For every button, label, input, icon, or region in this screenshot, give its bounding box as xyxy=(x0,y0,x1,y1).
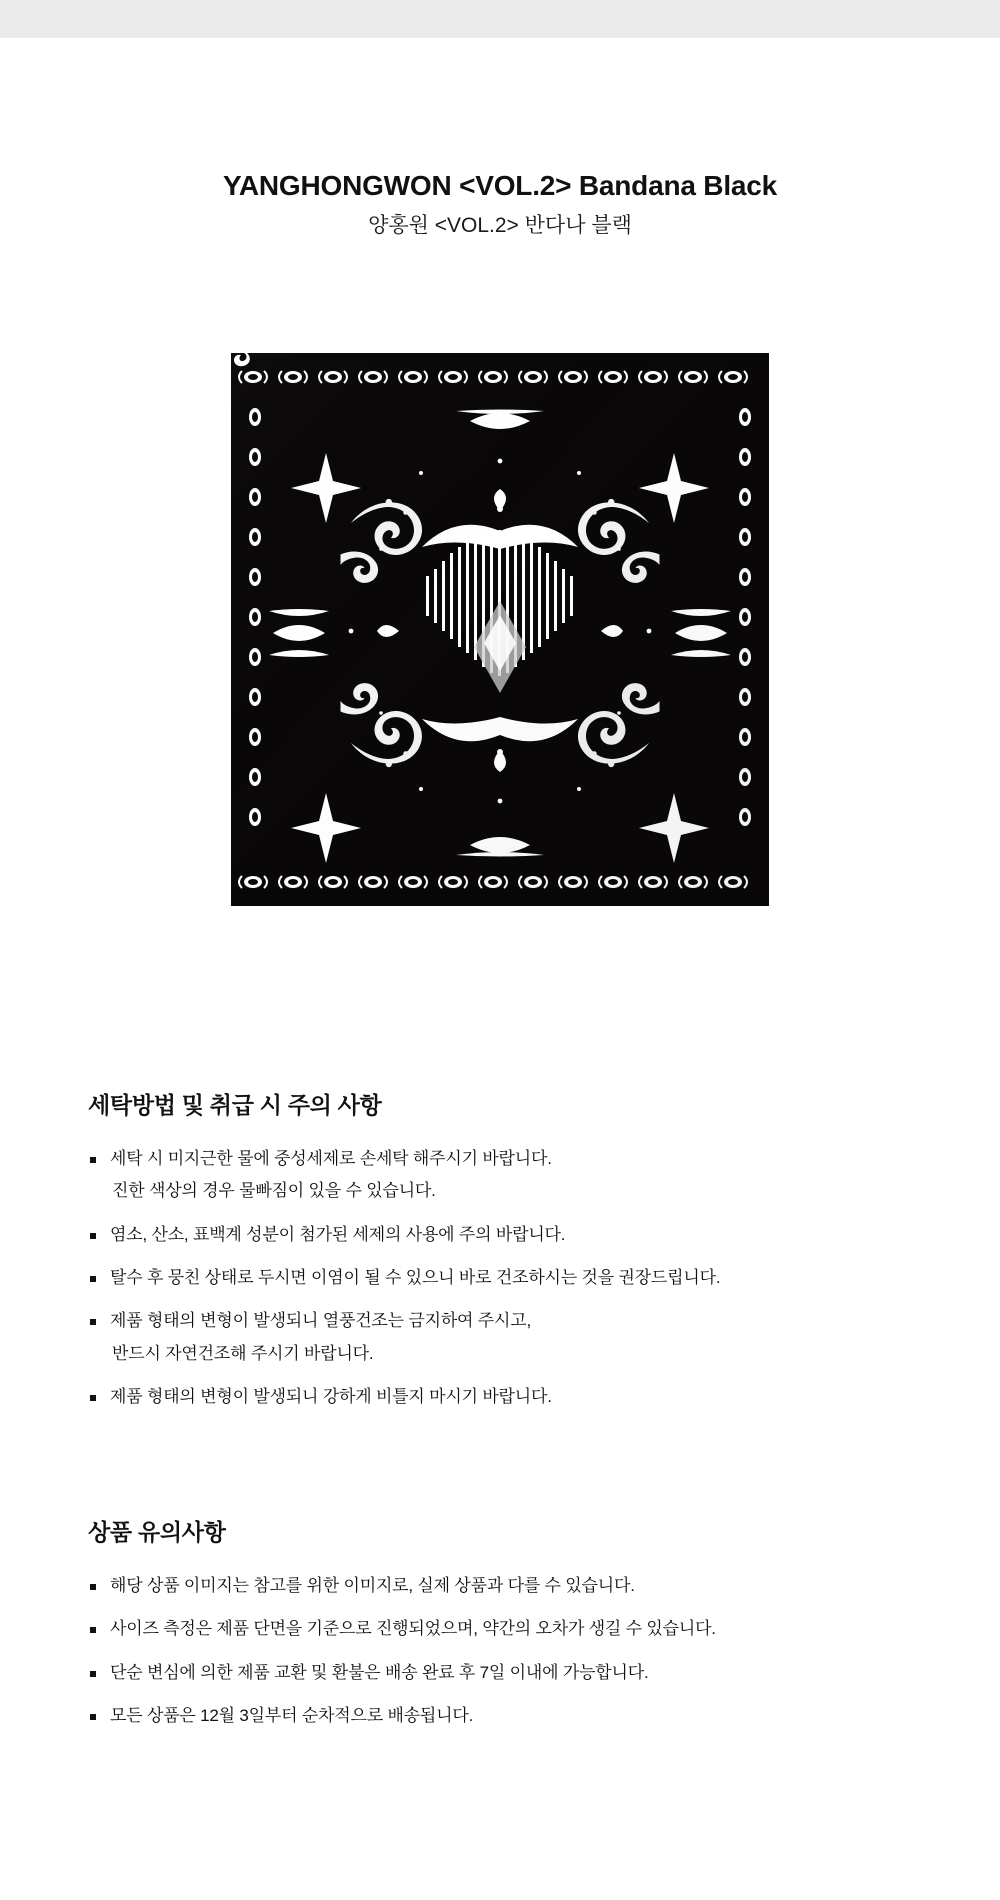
list-item xyxy=(88,1703,928,1729)
list-item-continuation: 반드시 자연건조해 주시기 바랍니다. xyxy=(112,1343,374,1363)
list-item xyxy=(88,1660,928,1686)
care-instructions-section xyxy=(88,1068,928,1427)
list-item-text: 염소, 산소, 표백계 성분이 첨가된 세제의 사용에 주의 바랍니다. xyxy=(110,1224,566,1244)
list-item-continuation: 진한 색상의 경우 물빠짐이 있을 수 있습니다. xyxy=(112,1181,436,1201)
list-item-text: 단순 변심에 의한 제품 교환 및 환불은 배송 완료 후 7일 이내에 가능합니다. xyxy=(110,1662,649,1682)
list-item-text: 제품 형태의 변형이 발생되니 열풍건조는 금지하여 주시고, xyxy=(110,1311,531,1331)
list-item xyxy=(88,1308,928,1367)
list-item xyxy=(88,1222,928,1248)
list-item-text: 탈수 후 뭉친 상태로 두시면 이염이 될 수 있으니 바로 건조하시는 것을 권장드립니다. xyxy=(110,1268,721,1288)
list-item-text: 제품 형태의 변형이 발생되니 강하게 비틀지 마시기 바랍니다. xyxy=(110,1387,552,1407)
page-title: YANGHONGWON <VOL.2> Bandana Black xyxy=(222,170,778,201)
product-notice-section xyxy=(88,1495,928,1746)
product-image xyxy=(231,353,769,913)
list-item xyxy=(88,1146,928,1205)
notice-list xyxy=(88,1573,928,1729)
list-item xyxy=(88,1616,928,1642)
product-image-backdrop xyxy=(231,353,769,906)
list-item-text: 모든 상품은 12월 3일부터 순차적으로 배송됩니다. xyxy=(110,1706,474,1726)
bandana-artwork xyxy=(231,353,769,906)
page-subtitle: 양홍원 <VOL.2> 반다나 블랙 xyxy=(368,214,632,237)
list-item xyxy=(88,1384,928,1410)
product-title-block xyxy=(0,168,1000,239)
list-item-text: 해당 상품 이미지는 참고를 위한 이미지로, 실제 상품과 다를 수 있습니다. xyxy=(110,1576,635,1596)
notice-section-heading: 상품 유의사항 xyxy=(88,1519,226,1546)
list-item-text: 사이즈 측정은 제품 단면을 기준으로 진행되었으며, 약간의 오차가 생길 수 있습니다. xyxy=(110,1619,716,1639)
list-item-text: 세탁 시 미지근한 물에 중성세제로 손세탁 해주시기 바랍니다. xyxy=(110,1149,552,1169)
list-item xyxy=(88,1265,928,1291)
care-list xyxy=(88,1146,928,1410)
top-gutter xyxy=(0,0,1000,38)
care-section-heading: 세탁방법 및 취급 시 주의 사항 xyxy=(88,1092,382,1119)
list-item xyxy=(88,1573,928,1599)
